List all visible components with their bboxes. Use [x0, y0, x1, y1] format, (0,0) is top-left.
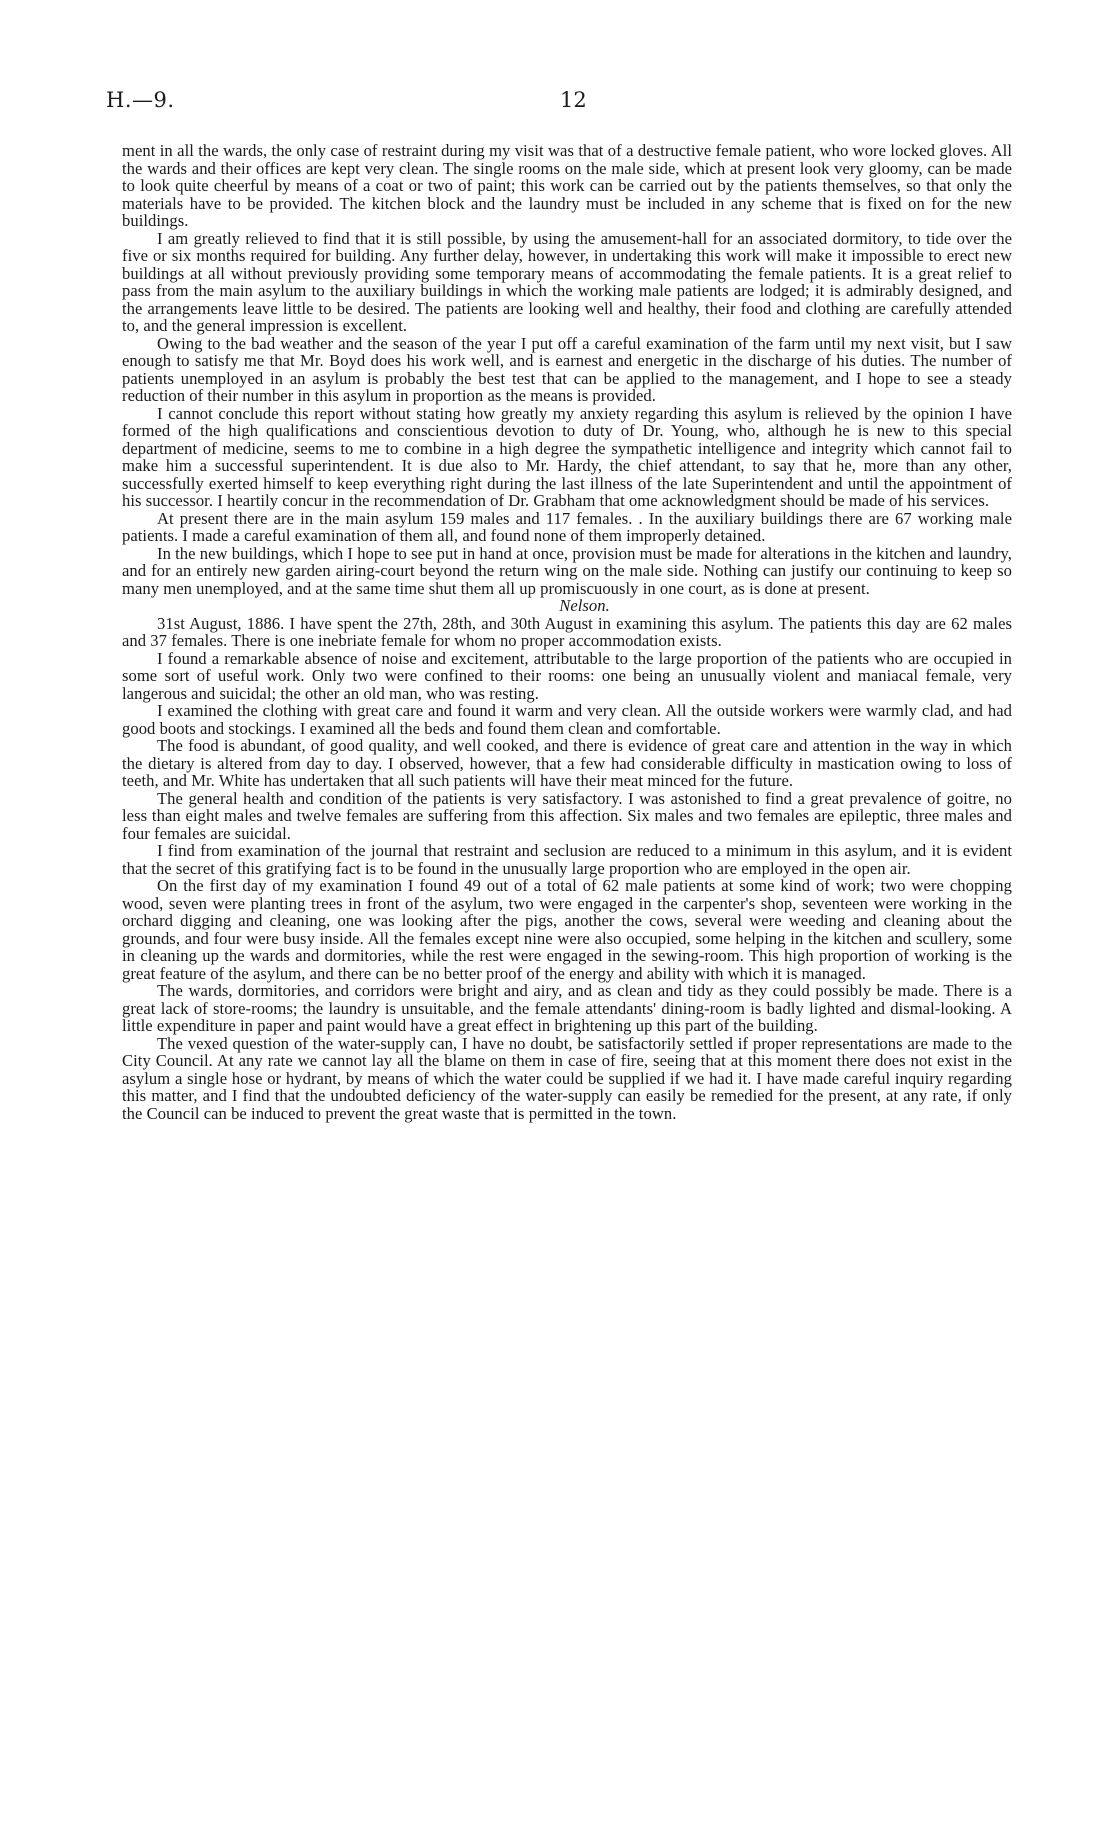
page-number: 12 — [560, 88, 587, 112]
paragraph: On the first day of my examination I found 49 out of a total of 62 male patients at some kind of work; two were chopping wood, seven were planting trees in front of the asylum, two were engaged in the carpenter's shop, seventeen were working in the orchard digging and cleaning, one was looking after the pigs, another the cows, several were weeding and cleaning about the grounds, and four were busy inside. All the females except nine were also occupied, some helping in the kitchen and scullery, some in cleaning up the wards and dormitories, while the rest were engaged in the sewing-room. This high proportion of working is the great feature of the asylum, and there can be no better proof of the energy and ability with which it is managed. — [122, 876, 1012, 983]
paragraph: In the new buildings, which I hope to see put in hand at once, provision must be made for alterations in the kitchen and laundry, and for an entirely new garden airing-court beyond the return wing on the male side. Nothing can justify our continuing to keep so many men unemployed, and at the same time shut them all up promiscuously in one court, as is done at present. — [122, 543, 1012, 598]
page-header — [106, 88, 1006, 118]
paragraph: 31st August, 1886. I have spent the 27th, 28th, and 30th August in examining this asylum. The patients this day are 62 males and 37 females. There is one inebriate female for whom no proper accommodation exists. — [122, 613, 1012, 650]
paragraph: I examined the clothing with great care and found it warm and very clean. All the outside workers were warmly clad, and had good boots and stockings. I examined all the beds and found them clean and comfortable. — [122, 701, 1012, 738]
paragraph: At present there are in the main asylum 159 males and 117 females. . In the auxiliary buildings there are 67 working male patients. I made a careful examination of them all, and found none of them improperly detained. — [122, 508, 1012, 545]
paragraph: I am greatly relieved to find that it is still possible, by using the amusement-hall for an associated dormitory, to tide over the five or six months required for building. Any further delay, however, in undertaking this work will make it impossible to erect new buildings at all without previously providing some temporary means of accommodating the female patients. It is a great relief to pass from the main asylum to the auxiliary buildings in which the working male patients are lodged; it is admirably designed, and the arrangements leave little to be desired. The patients are looking well and healthy, their food and clothing are carefully attended to, and the general impression is excellent. — [122, 228, 1012, 335]
paragraph: The general health and condition of the patients is very satisfactory. I was astonished to find a great prevalence of goitre, no less than eight males and twelve females are suffering from this affection. Six males and two females are epileptic, three males and four females are suicidal. — [122, 788, 1012, 843]
paragraph: The wards, dormitories, and corridors were bright and airy, and as clean and tidy as they could possibly be made. There is a great lack of store-rooms; the laundry is unsuitable, and the female attendants' dining-room is badly lighted and dismal-looking. A little expenditure in paper and paint would have a great effect in brightening up this part of the building. — [122, 981, 1012, 1035]
paragraph: Owing to the bad weather and the season of the year I put off a careful examination of the farm until my next visit, but I saw enough to satisfy me that Mr. Boyd does his work well, and is earnest and energetic in the discharge of his duties. The number of patients unemployed in an asylum is probably the best test that can be applied to the management, and I hope to see a steady reduction of their number in this asylum in proportion as the means is provided. — [122, 333, 1012, 405]
paragraph: The food is abundant, of good quality, and well cooked, and there is evidence of great care and attention in the way in which the dietary is altered from day to day. I observed, however, that a few had considerable difficulty in mastication owing to loss of teeth, and Mr. White has undertaken that all such patients will have their meat minced for the future. — [122, 736, 1012, 790]
paragraph: I found a remarkable absence of noise and excitement, attributable to the large proportion of the patients who are occupied in some sort of useful work. Only two were confined to their rooms: one being an unusually violent and maniacal female, very langerous and suicidal; the other an old man, who was resting. — [122, 648, 1012, 703]
section-heading: Nelson. — [559, 596, 610, 615]
paragraph: I cannot conclude this report without stating how greatly my anxiety regarding this asylum is relieved by the opinion I have formed of the high qualifications and conscientious devotion to duty of Dr. Young, who, although he is new to this special department of medicine, seems to me to combine in a high degree the sympathetic intelligence and integrity which cannot fail to make him a successful superintendent. It is due also to Mr. Hardy, the chief attendant, to say that he, more than any other, successfully exerted himself to keep everything right during the last illness of the late Superintendent and until the appointment of his successor. I heartily concur in the recommendation of Dr. Grabham that ome acknowledgment should be made of his services. — [122, 403, 1012, 510]
document-code: H.—9. — [106, 88, 175, 112]
body-text — [122, 142, 1012, 1122]
paragraph: ment in all the wards, the only case of restraint during my visit was that of a destructive female patient, who wore locked gloves. All the wards and their offices are kept very clean. The single rooms on the male side, which at present look very gloomy, can be made to look quite cheerful by means of a coat or two of paint; this work can be carried out by the patients themselves, so that only the materials have to be provided. The kitchen block and the laundry must be included in any scheme that is fixed on for the new buildings. — [122, 141, 1012, 230]
paragraph: The vexed question of the water-supply can, I have no doubt, be satisfactorily settled if proper representations are made to the City Council. At any rate we cannot lay all the blame on them in case of fire, seeing that at this moment there does not exist in the asylum a single hose or hydrant, by means of which the water could be supplied if we had it. I have made careful inquiry regarding this matter, and I find that the undoubted deficiency of the water-supply can easily be remedied for the present, at any rate, if only the Council can be induced to prevent the great waste that is permitted in the town. — [122, 1033, 1012, 1123]
paragraph: I find from examination of the journal that restraint and seclusion are reduced to a minimum in this asylum, and it is evident that the secret of this gratifying fact is to be found in the unusually large proportion who are employed in the open air. — [122, 841, 1012, 878]
